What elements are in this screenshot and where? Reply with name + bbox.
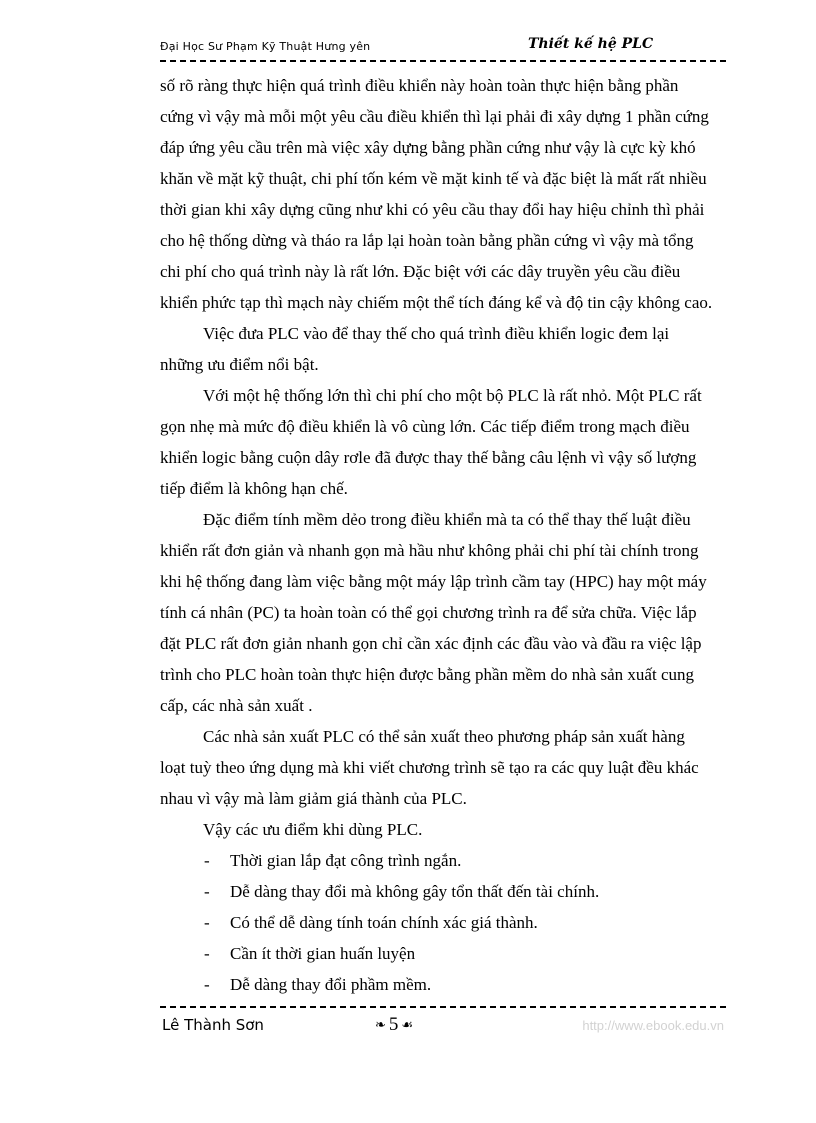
header-document-title: Thiết kế hệ PLC (528, 36, 654, 52)
text-line: thời gian khi xây dựng cũng như khi có yêu cầu thay đổi hay hiệu chỉnh thì phải (160, 200, 705, 219)
header-divider (160, 60, 726, 62)
text-line: số rõ ràng thực hiện quá trình điều khiển này hoàn toàn thực hiện bằng phần (160, 76, 679, 95)
text-line: gọn nhẹ mà mức độ điều khiển là vô cùng lớn. Các tiếp điểm trong mạch điều (160, 417, 690, 436)
text-line: Các nhà sản xuất PLC có thể sản xuất theo phương pháp sản xuất hàng (203, 727, 685, 746)
text-line: cứng vì vậy mà mỗi một yêu cầu điều khiển thì lại phải đi xây dựng 1 phần cứng (160, 107, 709, 126)
list-item-text: Cần ít thời gian huấn luyện (230, 944, 416, 963)
text-line: tiếp điểm là không hạn chế. (160, 479, 348, 498)
paragraph (160, 380, 726, 504)
text-line: khiển logic bằng cuộn dây rơle đã được thay thế bằng câu lệnh vì vậy số lượng (160, 448, 697, 467)
text-line: cho hệ thống dừng và tháo ra lắp lại hoàn toàn bằng phần cứng vì vậy mà tổng (160, 231, 694, 250)
text-line: Với một hệ thống lớn thì chi phí cho một bộ PLC là rất nhỏ. Một PLC rất (203, 386, 702, 405)
footer-divider (160, 1006, 726, 1008)
bullet-marker: - (204, 944, 210, 963)
text-line: Việc đưa PLC vào để thay thế cho quá trình điều khiển logic đem lại (203, 324, 670, 343)
text-line: đặt PLC rất đơn giản nhanh gọn chỉ cần xác định các đầu vào và đầu ra việc lập (160, 634, 702, 653)
text-line: khăn về mặt kỹ thuật, chi phí tốn kém về mặt kinh tế và đặc biệt là mất rất nhiều (160, 169, 707, 188)
paragraph (160, 318, 726, 380)
footer-author: Lê Thành Sơn (162, 1016, 264, 1034)
text-line: Đặc điểm tính mềm dẻo trong điều khiển mà ta có thể thay thế luật điều (203, 510, 691, 529)
page-number-group (375, 1014, 413, 1036)
text-line: loạt tuỳ theo ứng dụng mà khi viết chương trình sẽ tạo ra các quy luật đều khác (160, 758, 699, 777)
document-body (160, 70, 726, 1000)
list-item-text: Có thể dễ dàng tính toán chính xác giá thành. (230, 913, 538, 932)
list-item-text: Dễ dàng thay đổi phầm mềm. (230, 975, 432, 994)
paragraph (160, 504, 726, 721)
ornament-right-icon: ☙ (401, 1017, 414, 1033)
text-line: Vậy các ưu điểm khi dùng PLC. (203, 820, 423, 839)
paragraph (160, 721, 726, 814)
text-line: nhau vì vậy mà làm giảm giá thành của PLC. (160, 789, 467, 808)
list-item-text: Dễ dàng thay đổi mà không gây tổn thất đến tài chính. (230, 882, 600, 901)
paragraph (160, 70, 726, 318)
header-institution: Đại Học Sư Phạm Kỹ Thuật Hưng yên (160, 40, 371, 53)
footer-watermark-url: http://www.ebook.edu.vn (582, 1018, 724, 1033)
bullet-marker: - (204, 975, 210, 994)
text-line: tính cá nhân (PC) ta hoàn toàn có thể gọi chương trình ra để sửa chữa. Việc lắp (160, 603, 697, 622)
text-line: khiển rất đơn giản và nhanh gọn mà hầu như không phải chi phí tài chính trong (160, 541, 699, 560)
list-item (160, 907, 726, 938)
text-line: cấp, các nhà sản xuất . (160, 696, 313, 715)
ornament-left-icon: ❧ (375, 1017, 386, 1033)
text-line: trình cho PLC hoàn toàn thực hiện được bằng phần mềm do nhà sản xuất cung (160, 665, 694, 684)
bullet-list (160, 845, 726, 1000)
list-item (160, 845, 726, 876)
page-footer (160, 1012, 726, 1042)
text-line: khiển phức tạp thì mạch này chiếm một thể tích đáng kể và độ tin cậy không cao. (160, 293, 713, 312)
page-number: 5 (388, 1014, 399, 1035)
bullet-marker: - (204, 913, 210, 932)
text-line: chi phí cho quá trình này là rất lớn. Đặc biệt với các dây truyền yêu cầu điều (160, 262, 681, 281)
paragraph (160, 814, 726, 845)
bullet-marker: - (204, 882, 210, 901)
list-item (160, 876, 726, 907)
text-line: đáp ứng yêu cầu trên mà việc xây dựng bằng phần cứng như vậy là cực kỳ khó (160, 138, 696, 157)
text-line: khi hệ thống đang làm việc bằng một máy lập trình cầm tay (HPC) hay một máy (160, 572, 707, 591)
text-line: những ưu điểm nổi bật. (160, 355, 319, 374)
list-item (160, 938, 726, 969)
bullet-marker: - (204, 851, 210, 870)
list-item (160, 969, 726, 1000)
list-item-text: Thời gian lắp đạt công trình ngắn. (230, 851, 462, 870)
